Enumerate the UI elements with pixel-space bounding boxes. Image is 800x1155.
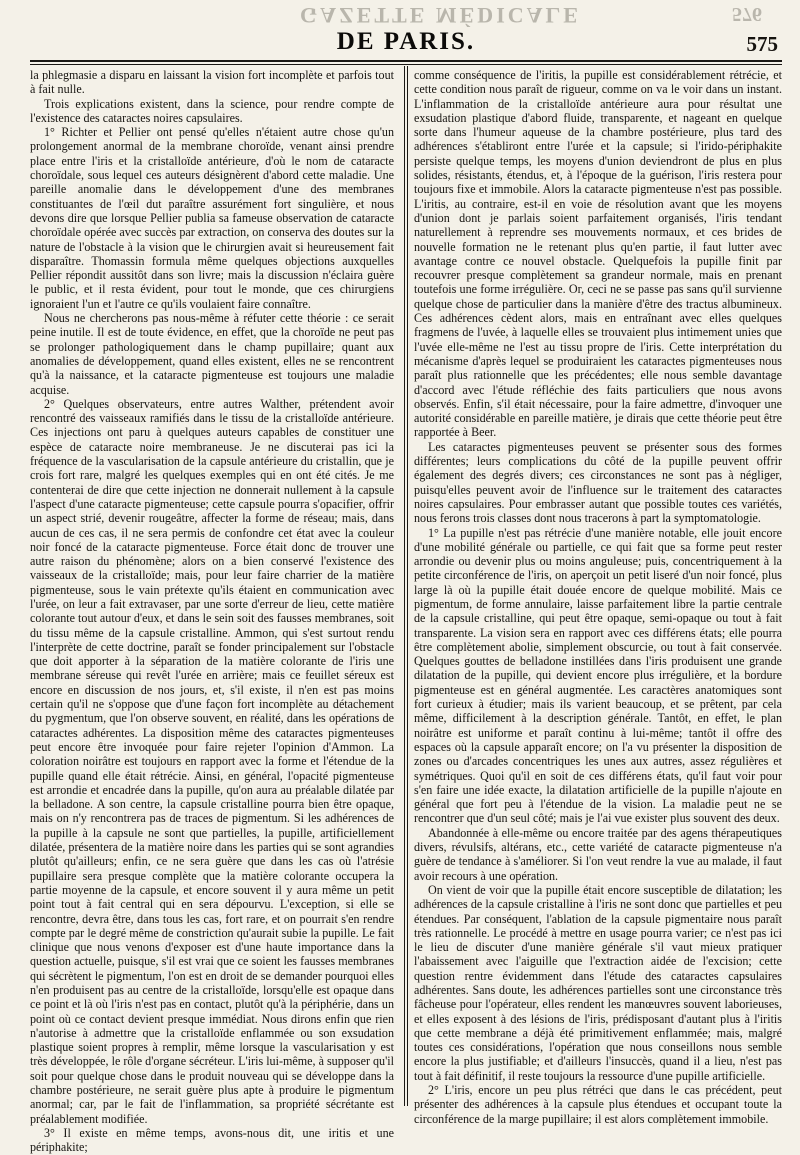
paragraph: la phlegmasie a disparu en laissant la vision fort incomplète et parfois tout à fait nulle. (30, 68, 394, 97)
bleed-through-page-number: 576 (732, 3, 762, 25)
header-rule-thin (30, 64, 782, 65)
header-rule (30, 60, 782, 62)
paragraph: 3° Il existe en même temps, avons-nous dit, une iritis et une périphakite; (30, 1125, 394, 1155)
paragraph: Abandonnée à elle-même ou encore traitée par des agens thérapeutiques divers, révulsifs, altérans, etc., cette variété de cataracte pigmenteuse n'a guère de tendance à s'améliorer. Si l'on veut rendre la vue au malade, il faut avoir recours à une opération. (414, 825, 782, 883)
paragraph: comme conséquence de l'iritis, la pupille est considérablement rétrécie, et cette condition nous paraît de rigueur, comme on va le voir dans un instant. L'inflammation de la cristalloïde antérieure aura pour résultat une exsudation plastique d'abord fluide, transparente, et nageant en quelque sorte dans l'humeur aqueuse de la chambre postérieure, plus tard des adhérences s'établiront entre l'urée et la capsule; si l'irido-périphakite persiste quelque temps, les moyens d'union deviendront de plus en plus solides, résistants, étendus, et, à l'époque de la guérison, l'iris restera pour toujours fixe et immobile. Alors la cataracte pigmenteuse n'est pas possible. L'iritis, au contraire, est-il en voie de résolution avant que les moyens d'union dont je parlais soient parfaitement organisés, l'iris tendant naturellement à reprendre ses mouvements normaux, et ces brides de nouvelle formation ne le retenant plus qu'en partie, il faut lutter avec avantage contre ce nouvel obstacle. Quelquefois la pupille finit par recouvrer presque complètement sa grandeur normale, mais en prenant toutefois une forme irrégulière. Or, ceci ne se passe pas sans qu'il survienne quelque chose de particulier dans la manière d'être des tractus albumineux. Ces adhérences cèdent alors, mais en entraînant avec elles quelques fragmens de l'uvée, à laquelle elles se trouvaient plus intimement unies que l'uvée elle-même ne l'est au tissu propre de l'iris. Cette interprétation du mécanisme d'après lequel se produiraient les cataractes pigmenteuses nous paraît plus rationnelle que les précédentes; elle nous semble davantage d'accord avec l'étude réfléchie des faits particuliers que nous avons observés. Enfin, s'il était nécessaire, pour la faire admettre, d'invoquer une autorité considérable en pareille matière, je dirais que cette théorie peut être rapportée à Beer. (414, 68, 782, 440)
paragraph: 1° La pupille n'est pas rétrécie d'une manière notable, elle jouit encore d'une mobilité générale ou partielle, ce qui fait que sa forme peut rester arrondie ou devenir plus ou moins anguleuse; puis, concentriquement à la petite circonférence de l'iris, on aperçoit un petit liseré d'un noir foncé, plus large là où la pupille était douée encore de quelque mobilité. Mais ce pigmentum, de forme annulaire, laisse parfaitement libre la partie centrale de la capsule cristalline, qui peut être opaque, semi-opaque ou tout à fait transparente. La vision sera en rapport avec ces différens états; elle pourra être complètement abolie, simplement obscurcie, ou tout à fait conservée. Quelques gouttes de belladone instillées dans l'iris produisent une grande dilatation de la pupille, qui devient encore plus irrégulière, et la bordure pigmenteuse est en général augmentée. Les caractères anatomiques sont fort curieux à étudier; mais ils varient beaucoup, et se prêtent, par cela même, difficilement à la description générale. Tantôt, en effet, le plan noirâtre est uniforme et paraît continu à lui-même; tantôt il offre des espaces où la capsule apparaît encore; on l'a vu présenter la disposition de zones ou d'arcades concentriques les unes aux autres, assez régulières et symétriques. Quoi qu'il en soit de ces différens états, qu'il faut voir pour s'en faire une idée exacte, la dilatation artificielle de la pupille n'ajoute en général que fort peu à l'étendue de la vision. La maladie peut ne se rencontrer que d'un seul côté; mais je l'ai vue exister plus souvent des deux. (414, 525, 782, 826)
left-column (30, 68, 394, 1155)
paragraph: Les cataractes pigmenteuses peuvent se présenter sous des formes différentes; leurs complications du côté de la pupille peuvent offrir également des degrés divers; ces circonstances ne sont pas à négliger, puisqu'elles peuvent avoir de l'influence sur le traitement des cataractes noires capsulaires. Pour embrasser autant que possible toutes ces variétés, nous ferons trois classes dont nous tracerons à part la symptomatologie. (414, 439, 782, 526)
page-number: 575 (746, 32, 778, 56)
page-header (30, 2, 782, 60)
paragraph: 2° L'iris, encore un peu plus rétréci que dans le cas précédent, peut présenter des adhérences à la capsule plus étendues et occupant toute la circonférence de la marge pupillaire; il est alors complètement immobile. (414, 1083, 782, 1126)
masthead-title: DE PARIS. (336, 28, 476, 55)
paragraph: Trois explications existent, dans la science, pour rendre compte de l'existence des cataractes noires capsulaires. (30, 96, 394, 125)
paragraph: On vient de voir que la pupille était encore susceptible de dilatation; les adhérences de la capsule cristalline à l'iris ne sont donc que partielles et peu étendues. Par conséquent, l'ablation de la capsule pigmentaire nous paraît très rationnelle. Le procédé à mettre en usage pourra varier; ce n'est pas ici le lieu de discuter d'une manière générale s'il vaut mieux pratiquer l'abaissement avec l'aiguille que l'extraction aidée de l'excision; cette question rentre évidemment dans l'étude des cataractes capsulaires adhérentes. Sans doute, les adhérences partielles sont une circonstance très fâcheuse pour l'opérateur, elles rendent les manœuvres souvent laborieuses, et elles exposent à des lésions de l'iris, prédisposant d'autant plus à l'iritis que cette membrane a déjà été primitivement enflammée; mais, malgré toutes ces considérations, l'opération que nous conseillons nous semble encore la plus justifiable; et d'ailleurs l'insuccès, quand il a lieu, n'est pas tout à fait définitif, il reste toujours la ressource d'une pupille artificielle. (414, 882, 782, 1083)
right-column (414, 68, 782, 1126)
paragraph: Nous ne chercherons pas nous-même à réfuter cette théorie : ce serait peine inutile. Il est de toute évidence, en effet, que la choroïde ne peut pas se prolonger pathologiquement dans le champ pupillaire; quant aux anomalies de développement, quand elles existent, elles ne se rencontrent qu'à la naissance, et la cataracte pigmenteuse est toujours une maladie acquise. (30, 311, 394, 397)
paragraph: 2° Quelques observateurs, entre autres Walther, prétendent avoir rencontré des vaisseaux ramifiés dans le tissu de la cristalloïde antérieure. Ces injections ont paru à quelques auteurs capables de constituer une espèce de cataracte noire membraneuse. Je ne discuterai pas ici la fréquence de la vascularisation de la capsule antérieure du cristallin, que je crois fort rare, malgré les quelques exemples qui en ont été cités. Je me contenterai de dire que cette injection ne donnerait nullement à la capsule l'aspect d'une cataracte pigmenteuse; cette capsule pourra s'opacifier, offrir un aspect strié, devenir rougeâtre, affecter la forme de réseau; mais, dans aucun de ces cas, il ne sera permis de confondre cet état avec la couleur noir foncé de la cataracte pigmenteuse. Force était donc de trouver une autre raison du phénomène; alors on a bien conservé l'existence des vaisseaux de la cristalloïde; mais, pour leur faire charrier de la matière pigmenteuse, sous le vain prétexte qu'ils étaient en communication avec l'urée, on leur a fait extravaser, par une sorte d'erreur de lieu, cette matière colorante tout autour d'eux, et dans le sein soit des fausses membranes, soit du tissu même de la capsule cristalline. Ammon, qui s'est surtout rendu l'interprète de cette doctrine, paraît se fonder principalement sur l'obstacle que doit apporter à la séparation de la matière colorante de l'iris une membrane séreuse qui revêt l'urée en arrière; mais ce feuillet séreux est encore en discussion de nos jours, et, s'il existe, il n'en est pas moins certain qu'il ne s'oppose que d'une façon fort incomplète au détachement du pygmentum, que l'on observe souvent, en réalité, dans les opérations de cataractes adhérentes. La disposition même des cataractes pigmenteuses peut encore être invoquée pour faire rejeter l'opinion d'Ammon. La coloration noirâtre est toujours en rapport avec la forme et l'étendue de la pupille quand elle était rétrécie. Ainsi, en général, l'opacité pigmenteuse est arrondie et encadrée dans la pupille, qu'on aura au préalable dilatée par la belladone. A son centre, la capsule cristalline pourra bien être opaque, mais on n'y rencontrera pas de traces de pigmentum. Si les adhérences de la pupille à la capsule ne sont que partielles, la pupille, artificiellement dilatée, présentera de la matière noire dans les parties qui se sont agrandies plutôt qu'ailleurs; enfin, ce ne sera guère que dans les cas où l'atrésie pupillaire sera presque complète que la matière colorante occupera la partie moyenne de la capsule, et encore souvent il y aura même un petit point tout à fait central qui en sera dépourvu. L'exception, si elle se rencontre, devra être, dans tous les cas, fort rare, et on pourrait s'en rendre compte par le degré même de constriction qu'aurait subie la pupille. Le fait clinique que nous venons d'exposer est d'une haute importance dans la question actuelle, puisque, s'il est vrai que ce soient les fausses membranes qui sécrètent le pigmentum, l'on est en droit de se demander pourquoi elles n'en produisent pas au centre de la cristalloïde, lorsqu'elle est opaque dans ce point et là où l'iris n'est pas en contact, plutôt qu'à la périphérie, dans un point où ce contact devient presque immédiat. Nous dirons enfin que rien n'autorise à admettre que la cristalloïde enflammée ou son exsudation plastique soient propres à remplir, même lorsque la vascularisation y est très développée, le rôle d'organe sécréteur. L'iris lui-même, à supposer qu'il soit pour quelque chose dans le produit nouveau qui se développe dans la chambre postérieure, ne serait guère plus apte à produire le pigmentum anormal; car, par le fait de l'inflammation, sa propriété sécrétante est préalablement modifiée. (30, 396, 394, 1126)
paragraph: 1° Richter et Pellier ont pensé qu'elles n'étaient autre chose qu'un prolongement anormal de la membrane choroïde, venant ainsi prendre place entre l'iris et la cristalloïde antérieure, d'où le nom de cataracte choroïdale, sous lequel ces auteurs désignèrent d'abord cette maladie. Une pareille anomalie dans le développement d'une des membranes constituantes de l'œil dut paraître assurément fort singulière, et nous devons dire que lorsque Pellier publia sa fameuse observation de cataracte choroïdale opérée avec succès par extraction, on conserva des doutes sur la nature de l'obstacle à la vision que le chirurgien avait si heureusement fait disparaître. Thomassin formula même quelques objections auxquelles Pellier répondit aussitôt dans son livre; mais la discussion n'éclaira guère le public, et il resta évident, pour tout le monde, que ces chirurgiens ignoraient l'un et l'autre ce qu'ils voulaient faire connaître. (30, 125, 394, 311)
column-divider (404, 66, 405, 1106)
bleed-through-masthead: GAZETTE MÉDICALE (300, 3, 581, 28)
